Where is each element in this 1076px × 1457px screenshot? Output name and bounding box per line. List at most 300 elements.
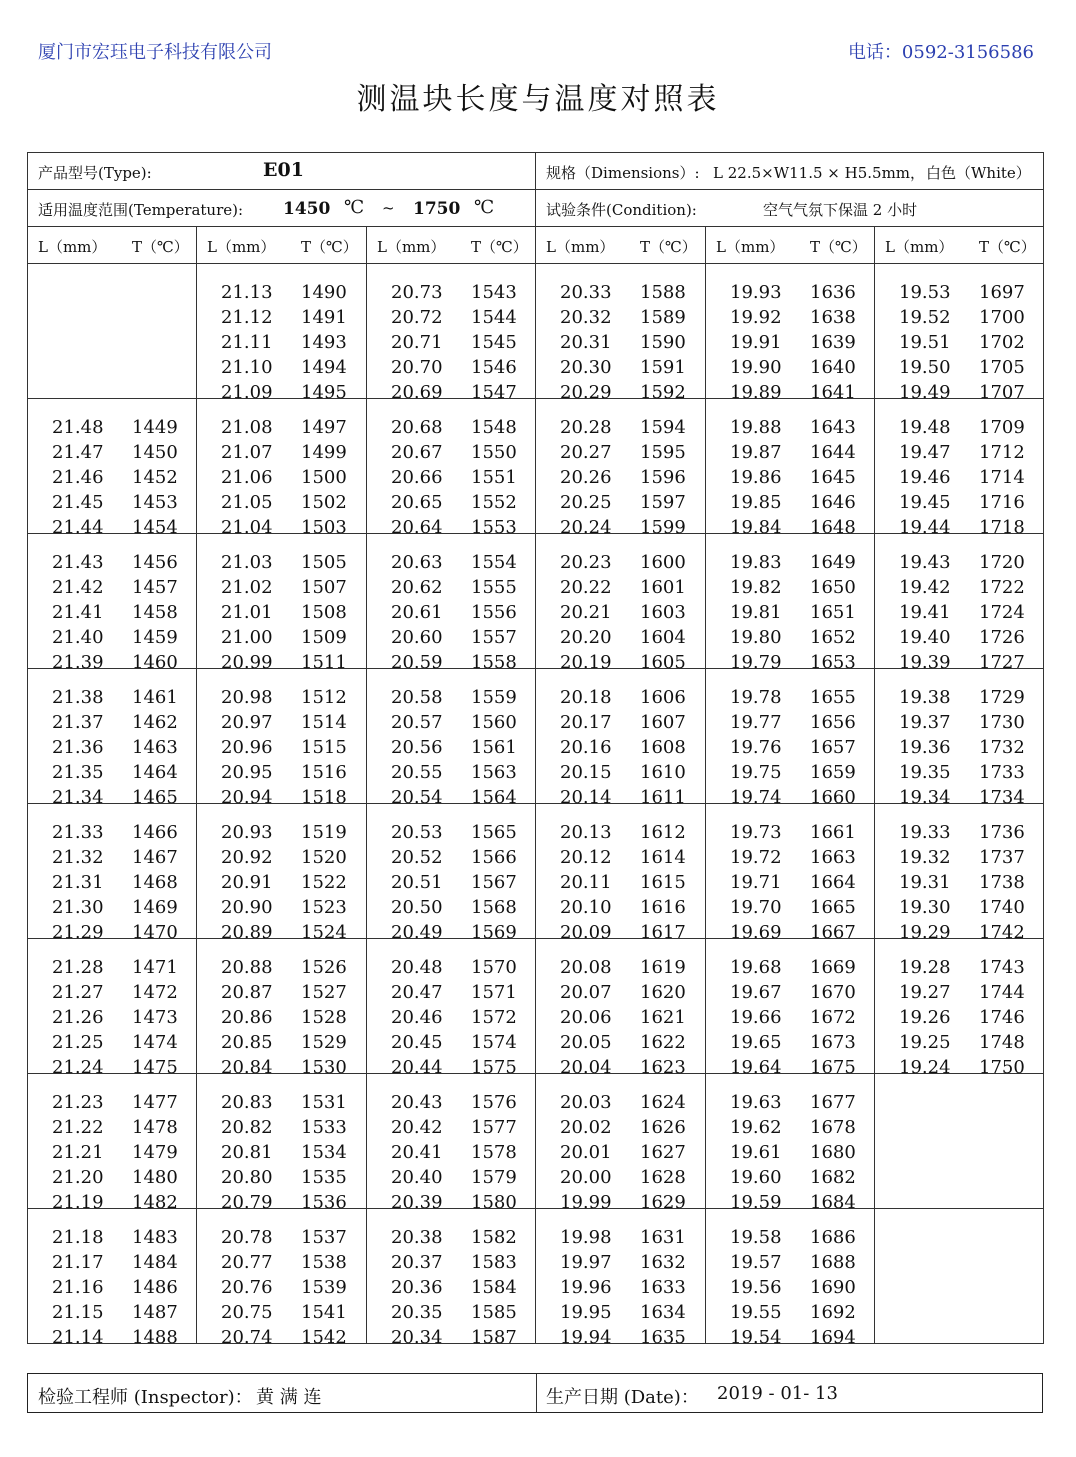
length-value: 20.99 [221, 651, 273, 673]
table-row [197, 978, 366, 1003]
temperature-value: 1607 [640, 711, 686, 733]
temperature-value: 1558 [471, 651, 517, 673]
temperature-value: 1631 [640, 1227, 686, 1248]
temperature-value: 1611 [640, 786, 686, 808]
length-value: 19.35 [899, 761, 951, 783]
temperature-value: 1750 [979, 1056, 1025, 1078]
table-cell-group [536, 264, 706, 403]
table-row [536, 758, 705, 783]
table-row [197, 1223, 366, 1248]
table-cell-group [536, 1074, 706, 1213]
temperature-value: 1639 [810, 331, 856, 353]
length-value: 20.22 [560, 576, 612, 598]
length-value: 20.25 [560, 491, 612, 513]
temperature-value: 1675 [810, 1056, 856, 1078]
temperature-value: 1479 [132, 1141, 178, 1163]
table-row [706, 413, 875, 438]
table-row [536, 868, 705, 893]
table-row [197, 868, 366, 893]
table-row [706, 1248, 875, 1273]
length-value: 20.43 [391, 1092, 443, 1113]
temperature-value: 1615 [640, 871, 686, 893]
temperature-value: 1610 [640, 761, 686, 783]
temperature-row [28, 190, 1044, 227]
length-value: 20.21 [560, 601, 612, 623]
length-value: 21.38 [52, 687, 104, 708]
temperature-value: 1579 [471, 1166, 517, 1188]
table-row [875, 598, 1044, 623]
table-row [706, 598, 875, 623]
length-value: 20.66 [391, 466, 443, 488]
temperature-value: 1600 [640, 552, 686, 573]
table-row [197, 1113, 366, 1138]
table-row [536, 598, 705, 623]
inspector-name: 黄 满 连 [256, 1387, 322, 1408]
length-value: 21.47 [52, 441, 104, 463]
length-value: 20.91 [221, 871, 273, 893]
table-row [706, 868, 875, 893]
length-value: 19.75 [730, 761, 782, 783]
length-value: 20.89 [221, 921, 273, 943]
table-row [706, 328, 875, 353]
table-row [367, 1248, 536, 1273]
temperature-value: 1523 [301, 896, 347, 918]
temperature-value: 1459 [132, 626, 178, 648]
temperature-value: 1519 [301, 822, 347, 843]
temperature-value: 1603 [640, 601, 686, 623]
temperature-value: 1467 [132, 846, 178, 868]
table-row [706, 1138, 875, 1163]
temperature-value: 1560 [471, 711, 517, 733]
table-row [28, 598, 197, 623]
length-value: 20.32 [560, 306, 612, 328]
table-row [536, 303, 705, 328]
table-cell-group [367, 399, 536, 538]
inspector-label: 检验工程师 (Inspector)： [38, 1387, 253, 1408]
length-value: 21.39 [52, 651, 104, 673]
temperature-value: 1720 [979, 552, 1025, 573]
length-value: 20.16 [560, 736, 612, 758]
temperature-value: 1597 [640, 491, 686, 513]
table-row [706, 548, 875, 573]
temperature-value: 1580 [471, 1191, 517, 1213]
length-value: 21.00 [221, 626, 273, 648]
temperature-column-header: T（℃） [640, 238, 697, 256]
temperature-value: 1643 [810, 417, 856, 438]
table-row [875, 818, 1044, 843]
temperature-value: 1744 [979, 981, 1025, 1003]
length-value: 21.28 [52, 957, 104, 978]
length-value: 21.01 [221, 601, 273, 623]
table-row [706, 278, 875, 303]
table-row [197, 683, 366, 708]
table-row [875, 573, 1044, 598]
temperature-value: 1644 [810, 441, 856, 463]
temperature-value: 1633 [640, 1276, 686, 1298]
table-row [28, 413, 197, 438]
temperature-unit-min: ℃ [344, 197, 365, 218]
temperature-value: 1635 [640, 1326, 686, 1348]
temperature-value: 1673 [810, 1031, 856, 1053]
table-cell-group [875, 399, 1044, 538]
signature-footer [27, 1373, 1043, 1413]
type-value: E01 [263, 159, 304, 181]
length-value: 20.58 [391, 687, 443, 708]
length-value: 19.40 [899, 626, 951, 648]
temperature-value: 1585 [471, 1301, 517, 1323]
temperature-value: 1688 [810, 1251, 856, 1273]
table-row [367, 843, 536, 868]
length-value: 19.64 [730, 1056, 782, 1078]
temperature-value: 1552 [471, 491, 517, 513]
temperature-value: 1657 [810, 736, 856, 758]
temperature-value: 1722 [979, 576, 1025, 598]
temperature-value: 1478 [132, 1116, 178, 1138]
temperature-value: 1584 [471, 1276, 517, 1298]
temperature-value: 1612 [640, 822, 686, 843]
table-cell-group [28, 669, 197, 808]
table-row [28, 953, 197, 978]
table-row [536, 548, 705, 573]
table-row [28, 708, 197, 733]
temperature-value: 1520 [301, 846, 347, 868]
length-value: 20.33 [560, 282, 612, 303]
length-value: 19.74 [730, 786, 782, 808]
length-value: 20.53 [391, 822, 443, 843]
temperature-value: 1565 [471, 822, 517, 843]
length-value: 21.12 [221, 306, 273, 328]
length-value: 21.41 [52, 601, 104, 623]
table-row [197, 733, 366, 758]
length-value: 20.44 [391, 1056, 443, 1078]
length-value: 19.67 [730, 981, 782, 1003]
length-value: 21.21 [52, 1141, 104, 1163]
temperature-value: 1716 [979, 491, 1025, 513]
table-row [536, 1088, 705, 1113]
table-row [28, 1298, 197, 1323]
table-row [197, 953, 366, 978]
table-row [28, 1163, 197, 1188]
temperature-value: 1746 [979, 1006, 1025, 1028]
length-value: 19.27 [899, 981, 951, 1003]
temperature-value: 1697 [979, 282, 1025, 303]
temperature-value: 1533 [301, 1116, 347, 1138]
length-value: 21.33 [52, 822, 104, 843]
length-value: 21.44 [52, 516, 104, 538]
temperature-value: 1575 [471, 1056, 517, 1078]
table-row [28, 978, 197, 1003]
temperature-value: 1482 [132, 1191, 178, 1213]
temperature-value: 1527 [301, 981, 347, 1003]
length-value: 19.89 [730, 381, 782, 403]
length-value: 20.08 [560, 957, 612, 978]
table-row [197, 708, 366, 733]
table-cell-group [28, 1074, 197, 1213]
temperature-value: 1494 [301, 356, 347, 378]
temperature-value: 1458 [132, 601, 178, 623]
table-cell-group [197, 1209, 367, 1348]
temperature-value: 1456 [132, 552, 178, 573]
table-row [28, 488, 197, 513]
length-value: 21.43 [52, 552, 104, 573]
table-row [28, 463, 197, 488]
column-header-pair [875, 227, 1044, 264]
length-value: 19.94 [560, 1326, 612, 1348]
length-value: 19.69 [730, 921, 782, 943]
length-value: 19.91 [730, 331, 782, 353]
temperature-value: 1627 [640, 1141, 686, 1163]
length-value: 20.42 [391, 1116, 443, 1138]
temperature-value: 1559 [471, 687, 517, 708]
temperature-value: 1686 [810, 1227, 856, 1248]
length-value: 19.49 [899, 381, 951, 403]
length-value: 20.46 [391, 1006, 443, 1028]
table-row [875, 353, 1044, 378]
temperature-value: 1589 [640, 306, 686, 328]
temperature-value: 1732 [979, 736, 1025, 758]
length-column-header: L（mm） [207, 238, 276, 256]
temperature-value: 1594 [640, 417, 686, 438]
table-row [706, 353, 875, 378]
length-value: 20.72 [391, 306, 443, 328]
temperature-value: 1556 [471, 601, 517, 623]
table-cell-group [367, 804, 536, 943]
table-row [875, 278, 1044, 303]
length-value: 20.13 [560, 822, 612, 843]
temperature-value: 1620 [640, 981, 686, 1003]
table-row [706, 1088, 875, 1113]
length-value: 20.94 [221, 786, 273, 808]
length-value: 21.35 [52, 761, 104, 783]
temperature-value: 1550 [471, 441, 517, 463]
length-value: 19.32 [899, 846, 951, 868]
table-row [367, 573, 536, 598]
length-value: 19.88 [730, 417, 782, 438]
table-row [706, 893, 875, 918]
length-value: 19.61 [730, 1141, 782, 1163]
table-row [536, 708, 705, 733]
length-value: 21.02 [221, 576, 273, 598]
length-value: 19.29 [899, 921, 951, 943]
length-value: 19.62 [730, 1116, 782, 1138]
table-row [28, 843, 197, 868]
length-value: 20.60 [391, 626, 443, 648]
length-value: 20.92 [221, 846, 273, 868]
temperature-value: 1511 [301, 651, 347, 673]
phone-number: 电话：0592-3156586 [847, 42, 1034, 63]
table-row [28, 733, 197, 758]
table-row [28, 1273, 197, 1298]
length-value: 19.84 [730, 516, 782, 538]
table-row [706, 438, 875, 463]
table-row [536, 623, 705, 648]
length-value: 20.83 [221, 1092, 273, 1113]
table-row [875, 303, 1044, 328]
length-value: 19.70 [730, 896, 782, 918]
condition-label: 试验条件(Condition): [546, 201, 697, 219]
dimensions-label: 规格（Dimensions）: [546, 164, 700, 182]
length-value: 20.81 [221, 1141, 273, 1163]
table-cell-group [706, 1209, 875, 1348]
length-value: 20.63 [391, 552, 443, 573]
table-cell-group [536, 939, 706, 1078]
table-row [197, 548, 366, 573]
length-value: 20.09 [560, 921, 612, 943]
length-value: 20.01 [560, 1141, 612, 1163]
table-row [706, 1323, 875, 1348]
length-value: 19.80 [730, 626, 782, 648]
temperature-value: 1546 [471, 356, 517, 378]
table-row [367, 548, 536, 573]
temperature-value: 1541 [301, 1301, 347, 1323]
length-value: 21.16 [52, 1276, 104, 1298]
temperature-value: 1543 [471, 282, 517, 303]
length-value: 20.34 [391, 1326, 443, 1348]
length-value: 20.38 [391, 1227, 443, 1248]
temperature-value: 1623 [640, 1056, 686, 1078]
table-cell-group [28, 264, 197, 399]
length-value: 19.46 [899, 466, 951, 488]
length-value: 21.32 [52, 846, 104, 868]
length-column-header: L（mm） [38, 238, 107, 256]
temperature-value: 1502 [301, 491, 347, 513]
table-row [367, 1223, 536, 1248]
table-row [536, 353, 705, 378]
temperature-value: 1569 [471, 921, 517, 943]
column-header-pair [536, 227, 706, 264]
temperature-value: 1514 [301, 711, 347, 733]
temperature-value: 1591 [640, 356, 686, 378]
table-row [197, 328, 366, 353]
temperature-value: 1736 [979, 822, 1025, 843]
temperature-value: 1640 [810, 356, 856, 378]
table-row [197, 278, 366, 303]
temperature-value: 1464 [132, 761, 178, 783]
temperature-value: 1487 [132, 1301, 178, 1323]
table-cell-group [875, 804, 1044, 943]
length-value: 19.48 [899, 417, 951, 438]
table-row [536, 818, 705, 843]
table-row [875, 733, 1044, 758]
length-value: 20.02 [560, 1116, 612, 1138]
table-row [706, 683, 875, 708]
length-value: 21.08 [221, 417, 273, 438]
temperature-value: 1561 [471, 736, 517, 758]
table-row [536, 1003, 705, 1028]
table-row [28, 1248, 197, 1273]
table-row [367, 953, 536, 978]
table-row [875, 978, 1044, 1003]
length-value: 19.33 [899, 822, 951, 843]
temperature-value: 1512 [301, 687, 347, 708]
table-row [367, 623, 536, 648]
table-cell-group [197, 399, 367, 538]
temperature-value: 1524 [301, 921, 347, 943]
length-value: 21.42 [52, 576, 104, 598]
temperature-value: 1453 [132, 491, 178, 513]
length-value: 21.24 [52, 1056, 104, 1078]
temperature-value: 1601 [640, 576, 686, 598]
temperature-value: 1545 [471, 331, 517, 353]
temperature-value: 1616 [640, 896, 686, 918]
temperature-value: 1466 [132, 822, 178, 843]
temperature-value: 1536 [301, 1191, 347, 1213]
length-value: 20.17 [560, 711, 612, 733]
length-value: 20.84 [221, 1056, 273, 1078]
length-column-header: L（mm） [377, 238, 446, 256]
length-value: 20.85 [221, 1031, 273, 1053]
length-value: 20.70 [391, 356, 443, 378]
length-value: 20.29 [560, 381, 612, 403]
length-value: 19.31 [899, 871, 951, 893]
table-row [536, 1323, 705, 1348]
table-row [28, 818, 197, 843]
length-value: 20.18 [560, 687, 612, 708]
table-row [875, 1028, 1044, 1053]
temperature-value: 1678 [810, 1116, 856, 1138]
table-cell-group [197, 669, 367, 808]
length-value: 19.82 [730, 576, 782, 598]
table-row [367, 708, 536, 733]
table-block-row [28, 669, 1044, 804]
table-row [367, 978, 536, 1003]
table-row [875, 683, 1044, 708]
length-value: 19.72 [730, 846, 782, 868]
length-value: 20.30 [560, 356, 612, 378]
temperature-value: 1537 [301, 1227, 347, 1248]
temperature-value: 1500 [301, 466, 347, 488]
temperature-value: 1505 [301, 552, 347, 573]
length-value: 20.47 [391, 981, 443, 1003]
temperature-value: 1578 [471, 1141, 517, 1163]
length-value: 20.68 [391, 417, 443, 438]
length-value: 19.77 [730, 711, 782, 733]
length-value: 19.79 [730, 651, 782, 673]
temperature-value: 1574 [471, 1031, 517, 1053]
table-row [28, 573, 197, 598]
length-value: 21.25 [52, 1031, 104, 1053]
table-row [367, 1113, 536, 1138]
temperature-value: 1493 [301, 331, 347, 353]
length-value: 19.98 [560, 1227, 612, 1248]
table-row [367, 1028, 536, 1053]
temperature-value: 1577 [471, 1116, 517, 1138]
table-row [28, 1003, 197, 1028]
table-row [536, 893, 705, 918]
table-row [367, 1138, 536, 1163]
temperature-value: 1669 [810, 957, 856, 978]
length-value: 19.95 [560, 1301, 612, 1323]
table-block-row [28, 399, 1044, 534]
table-row [367, 413, 536, 438]
length-value: 19.93 [730, 282, 782, 303]
table-cell-group [367, 939, 536, 1078]
table-row [536, 1248, 705, 1273]
table-row [367, 278, 536, 303]
temperature-column-header: T（℃） [810, 238, 867, 256]
temperature-value: 1748 [979, 1031, 1025, 1053]
table-block-row [28, 939, 1044, 1074]
table-row [367, 818, 536, 843]
temperature-value: 1474 [132, 1031, 178, 1053]
table-row [197, 818, 366, 843]
temperature-value: 1707 [979, 381, 1025, 403]
length-value: 21.19 [52, 1191, 104, 1213]
table-row [875, 413, 1044, 438]
length-value: 19.38 [899, 687, 951, 708]
length-column-header: L（mm） [716, 238, 785, 256]
table-row [706, 708, 875, 733]
